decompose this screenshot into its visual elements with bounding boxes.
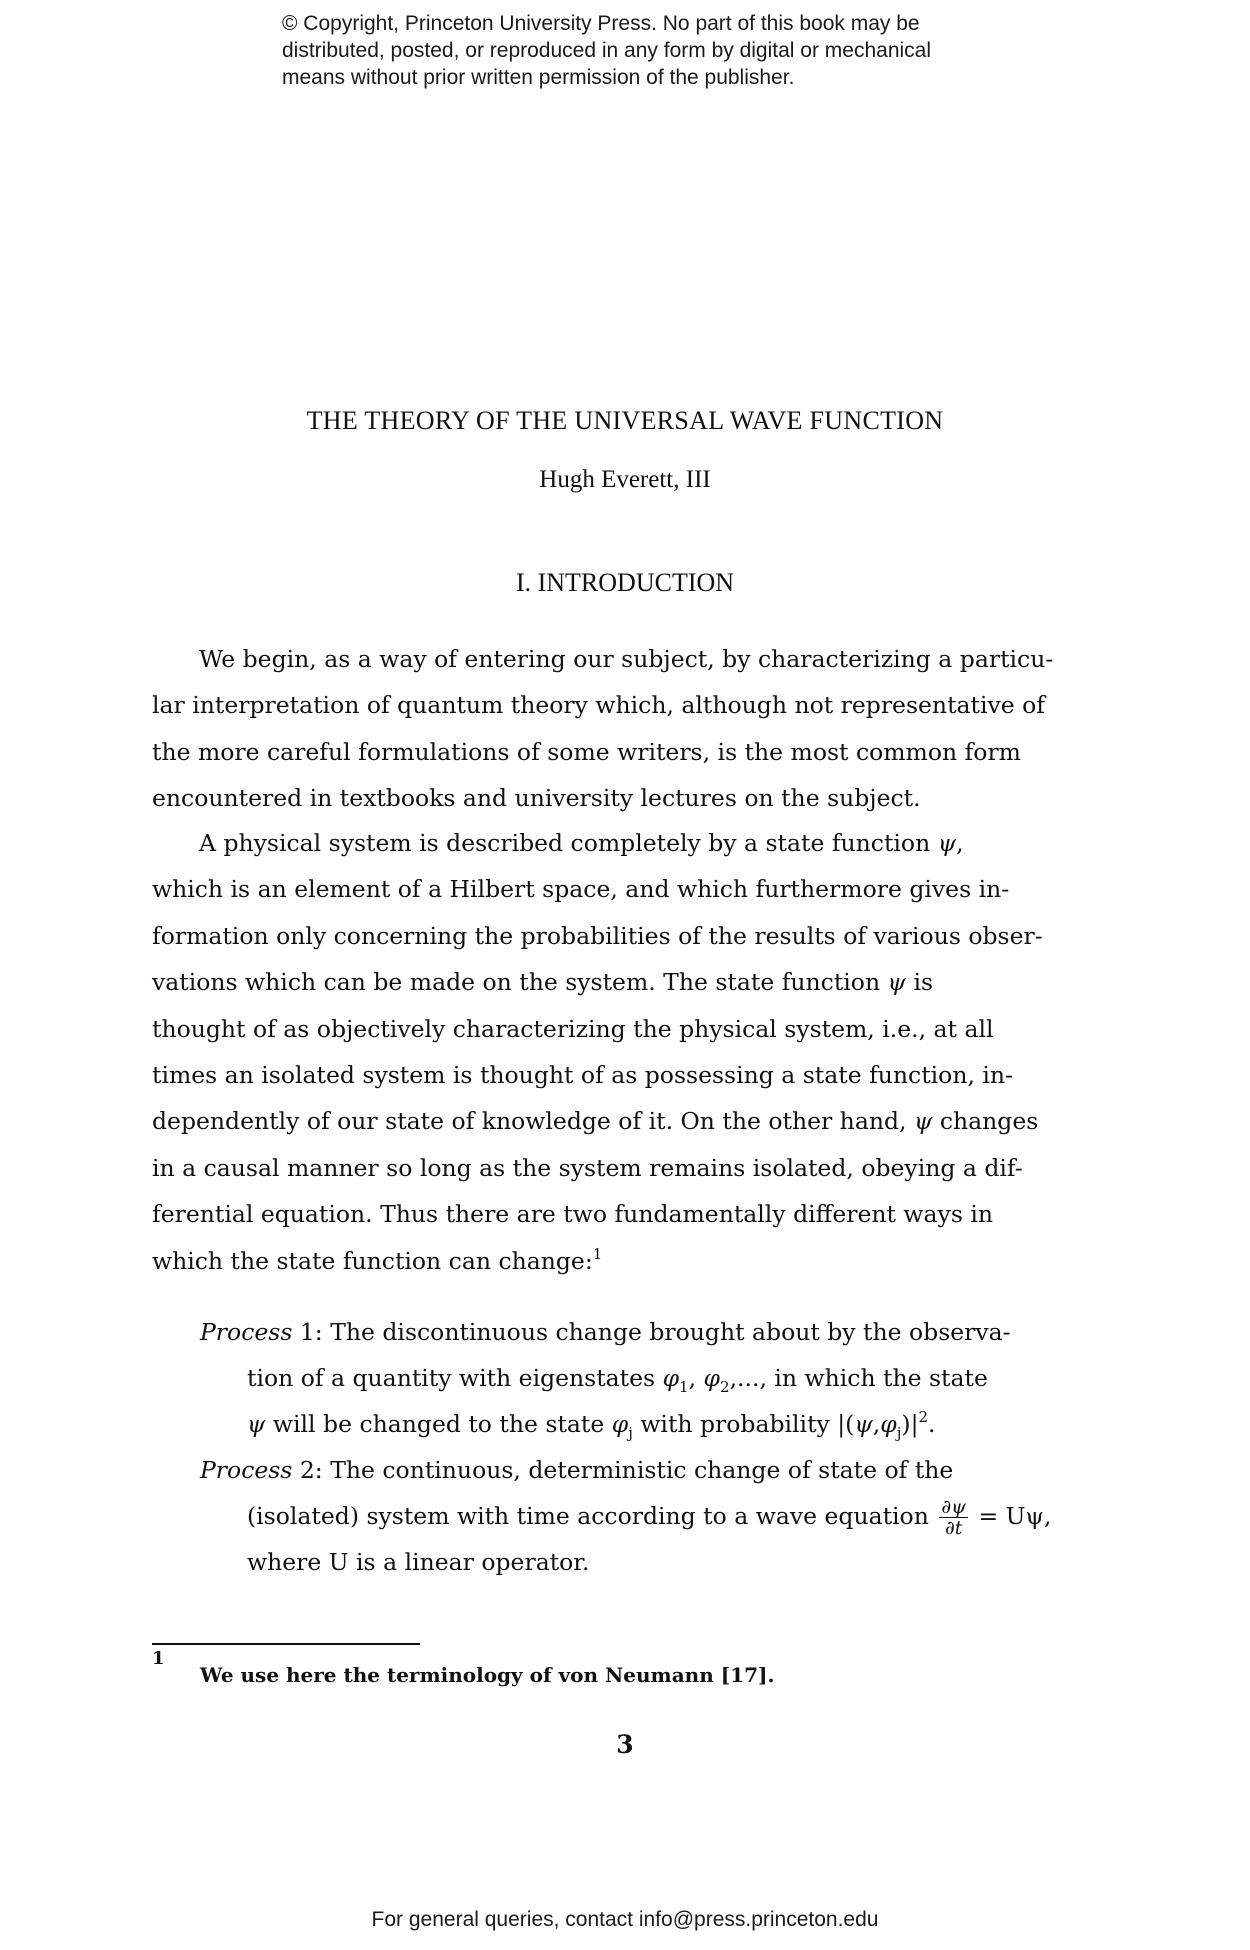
- footnote-reference: 1: [592, 1244, 603, 1263]
- text-run: changes: [932, 1107, 1039, 1136]
- subscript: j: [628, 1424, 633, 1442]
- text-run: in which the state: [766, 1364, 988, 1392]
- paragraph-state-function: [152, 820, 1137, 1284]
- process-2-definition: [200, 1447, 1140, 1585]
- text-run: will be changed to the state: [265, 1410, 612, 1438]
- phi-symbol: φ: [662, 1364, 680, 1392]
- text-run: ,: [688, 1364, 704, 1392]
- text-line: thought of as objectively characterizing the physical system, i.e., at all: [152, 1014, 994, 1043]
- text-run: vations which can be made on the system. The state function: [152, 968, 888, 997]
- psi-symbol: ψ: [937, 829, 957, 857]
- text-line: [200, 1309, 1140, 1355]
- subscript: 2: [720, 1378, 730, 1396]
- copyright-notice: [282, 10, 1062, 91]
- psi-symbol: ψ: [247, 1410, 266, 1438]
- text-line: which is an element of a Hilbert space, and which furthermore gives in-: [152, 875, 1010, 904]
- text-line: [200, 1447, 1140, 1493]
- text-line: encountered in textbooks and university lectures on the subject.: [152, 784, 921, 813]
- fraction-numerator: ∂ψ: [941, 1496, 967, 1518]
- copyright-line: © Copyright, Princeton University Press. No part of this book may be: [282, 12, 920, 35]
- contact-footer: For general queries, contact info@press.princeton.edu: [371, 1908, 879, 1931]
- text-line: [152, 1238, 1137, 1284]
- process-label: Process: [200, 1456, 293, 1484]
- text-run: .: [928, 1410, 936, 1438]
- text-run: ,: [956, 829, 964, 857]
- text-run: The continuous, deterministic change of state of the: [322, 1456, 954, 1484]
- subscript: j: [896, 1424, 902, 1442]
- fraction-denominator: ∂t: [944, 1517, 963, 1539]
- process-number: 2:: [292, 1456, 323, 1484]
- phi-symbol: φ: [703, 1364, 721, 1392]
- text-run: tion of a quantity with eigenstates: [247, 1364, 663, 1392]
- text-line: [152, 820, 1137, 866]
- text-run: is: [905, 968, 934, 997]
- text-line: [152, 1098, 1137, 1144]
- psi-symbol: ψ: [913, 1107, 933, 1136]
- footnote-number: 1: [152, 1648, 165, 1669]
- process-label: Process: [200, 1318, 293, 1346]
- phi-symbol: φ: [611, 1410, 629, 1438]
- text-line: We begin, as a way of entering our subject, by characterizing a particu-: [199, 645, 1054, 673]
- paragraph-intro: [152, 636, 1137, 822]
- text-line: ferential equation. Thus there are two fundamentally different ways in: [152, 1200, 993, 1229]
- psi-symbol: ψ: [854, 1410, 873, 1438]
- copyright-line: means without prior written permission of the publisher.: [282, 66, 795, 89]
- text-line: [152, 959, 1137, 1005]
- text-line: where U is a linear operator.: [247, 1548, 590, 1576]
- text-run: The discontinuous change brought about by the observa-: [322, 1318, 1011, 1346]
- text-run: A physical system is described completely by a state function: [199, 829, 938, 857]
- text-line: times an isolated system is thought of as possessing a state function, in-: [152, 1060, 1013, 1089]
- page-number: 3: [616, 1730, 634, 1759]
- process-1-definition: [200, 1309, 1140, 1447]
- copyright-line: distributed, posted, or reproduced in any form by digital or mechanical: [282, 39, 932, 62]
- section-heading: I. INTRODUCTION: [515, 568, 735, 597]
- text-line: [200, 1355, 1140, 1401]
- partial-derivative-fraction: [939, 1497, 968, 1538]
- text-run: (isolated) system with time according to a wave equation: [247, 1502, 937, 1530]
- page-title: THE THEORY OF THE UNIVERSAL WAVE FUNCTION: [306, 406, 944, 435]
- footnote-divider: [152, 1643, 420, 1645]
- phi-symbol: φ: [880, 1410, 897, 1438]
- text-run: dependently of our state of knowledge of it. On the other hand,: [152, 1107, 914, 1136]
- text-line: formation only concerning the probabilities of the results of various obser-: [152, 921, 1043, 950]
- text-run: = Uψ,: [971, 1502, 1052, 1530]
- superscript: 2: [918, 1408, 929, 1426]
- text-run: with probability: [632, 1410, 838, 1438]
- process-number: 1:: [292, 1318, 323, 1346]
- footnote-text: We use here the terminology of von Neumann [17].: [200, 1663, 775, 1687]
- text-line: lar interpretation of quantum theory which, although not representative of: [152, 691, 1045, 720]
- text-line: [200, 1401, 1140, 1447]
- subscript: 1: [679, 1378, 689, 1396]
- text-line: in a causal manner so long as the system remains isolated, obeying a dif-: [152, 1153, 1023, 1182]
- psi-symbol: ψ: [887, 968, 906, 997]
- text-run: ,: [872, 1410, 881, 1438]
- text-line: the more careful formulations of some writers, is the most common form: [152, 737, 1021, 766]
- text-run: which the state function can change:: [152, 1246, 593, 1275]
- text-line: [200, 1493, 1140, 1539]
- text-run: ,...,: [729, 1364, 767, 1392]
- text-run: |(: [837, 1410, 855, 1438]
- text-run: )|: [901, 1410, 919, 1438]
- author-name: Hugh Everett, III: [539, 466, 711, 493]
